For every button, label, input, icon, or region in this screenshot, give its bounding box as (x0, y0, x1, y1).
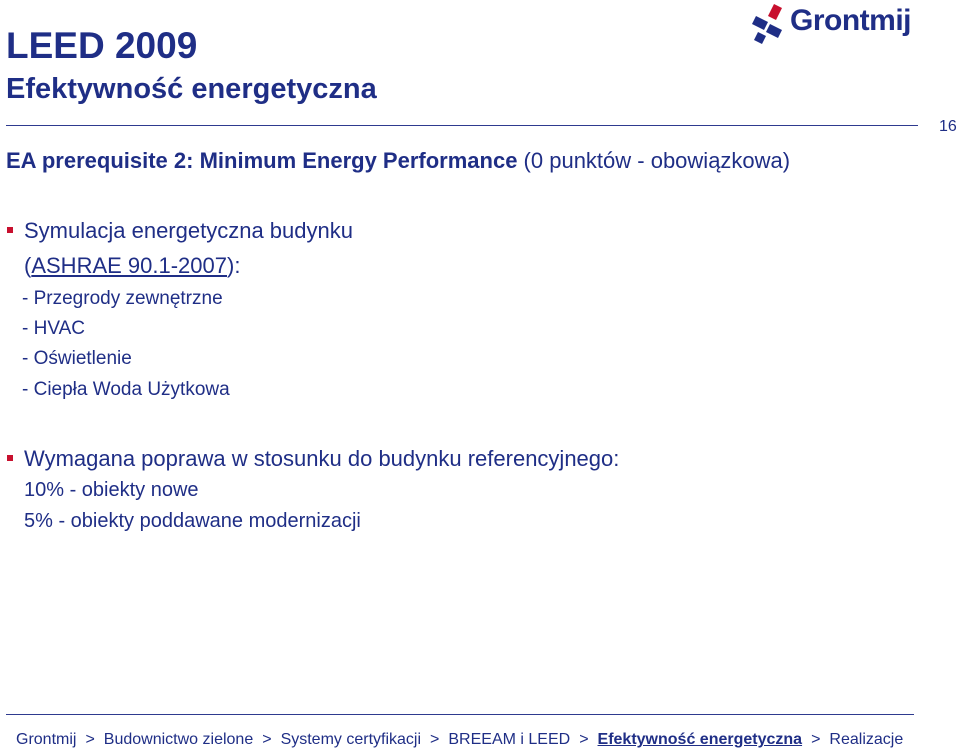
list-item: - HVAC (22, 318, 85, 339)
breadcrumb-certification-systems[interactable]: Systemy certyfikacji (280, 731, 422, 748)
breadcrumb-separator: > (579, 731, 589, 748)
breadcrumb-separator: > (811, 731, 821, 748)
bullet-marker-icon (7, 455, 13, 461)
standard-reference (24, 253, 240, 279)
page-title: LEED 2009 (6, 25, 198, 66)
page-number: 16 (939, 118, 957, 135)
breadcrumb-separator: > (430, 731, 440, 748)
slide-headline (6, 148, 790, 174)
footer-breadcrumb (16, 730, 903, 750)
company-logo (752, 2, 922, 48)
breadcrumb-energy-efficiency[interactable]: Efektywność energetyczna (597, 731, 803, 748)
bullet-marker-icon (7, 227, 13, 233)
footer-divider (6, 714, 914, 715)
list-item: - Przegrody zewnętrzne (22, 288, 223, 309)
bullet-required-improvement: Wymagana poprawa w stosunku do budynku referencyjnego: (24, 446, 620, 471)
standard-open: ( (24, 253, 32, 278)
breadcrumb-breeam-leed[interactable]: BREEAM i LEED (448, 731, 571, 748)
standard-close: ): (227, 253, 241, 278)
standard-name: ASHRAE 90.1-2007 (31, 253, 227, 278)
headline-bold: EA prerequisite 2: Minimum Energy Performance (6, 148, 518, 173)
logo-mark-icon (752, 2, 788, 46)
list-item: - Ciepła Woda Użytkowa (22, 379, 230, 400)
headline-normal: (0 punktów - obowiązkowa) (517, 148, 791, 173)
list-item: - Oświetlenie (22, 348, 132, 369)
list-item: 5% - obiekty poddawane modernizacji (24, 510, 361, 532)
breadcrumb-green-building[interactable]: Budownictwo zielone (103, 731, 254, 748)
breadcrumb-separator: > (262, 731, 272, 748)
breadcrumb-projects[interactable]: Realizacje (829, 731, 904, 748)
list-item: 10% - obiekty nowe (24, 479, 199, 501)
header-divider (6, 125, 918, 126)
breadcrumb-grontmij[interactable]: Grontmij (16, 731, 77, 748)
logo-text: Grontmij (790, 4, 911, 37)
page-subtitle: Efektywność energetyczna (6, 73, 377, 105)
bullet-energy-simulation: Symulacja energetyczna budynku (24, 218, 353, 243)
breadcrumb-separator: > (85, 731, 95, 748)
